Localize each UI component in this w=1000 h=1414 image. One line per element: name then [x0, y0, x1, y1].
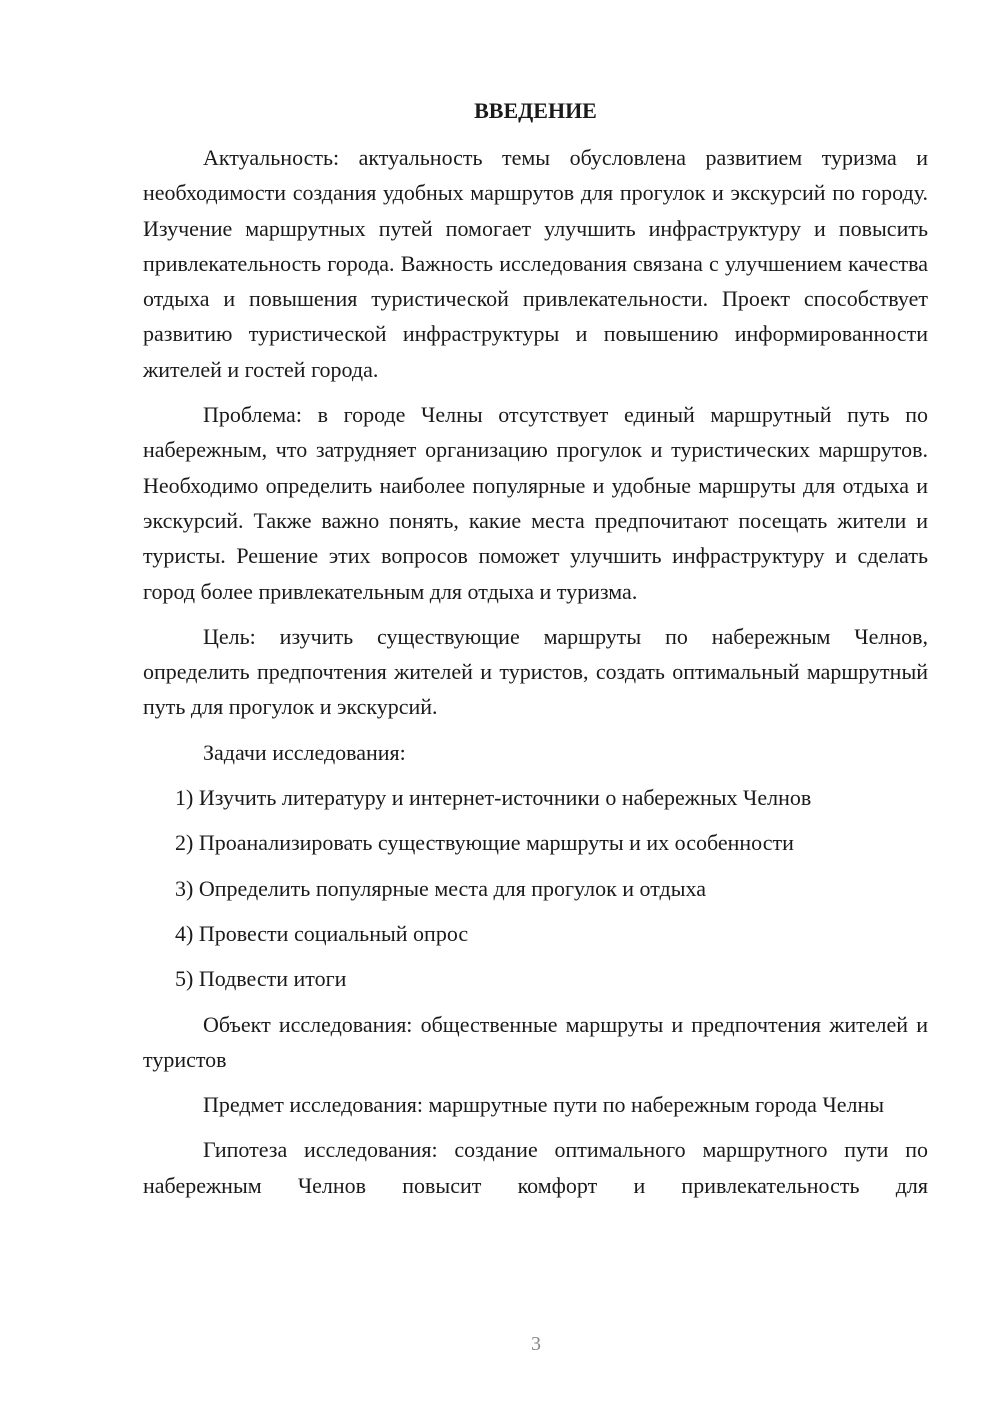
- paragraph-subject: Предмет исследования: маршрутные пути по набережным города Челны: [203, 1092, 885, 1118]
- page-number: 3: [531, 1333, 541, 1355]
- task-item: 5) Подвести итоги: [175, 966, 347, 992]
- tasks-heading: Задачи исследования:: [203, 739, 406, 765]
- task-item: 4) Провести социальный опрос: [175, 920, 469, 946]
- section-title: ВВЕДЕНИЕ: [474, 98, 597, 123]
- paragraph-object: Объект исследования: общественные маршруты и предпочтения жителей и туристов: [143, 1011, 928, 1072]
- document-page: [143, 96, 928, 1213]
- task-item: 3) Определить популярные места для прогулок и отдыха: [175, 875, 707, 901]
- paragraph-hypothesis: Гипотеза исследования: создание оптимального маршрутного пути по набережным Челнов повысит комфорт и привлекательность для: [143, 1137, 928, 1198]
- tasks-list: [143, 780, 928, 996]
- paragraph-relevance: Актуальность: актуальность темы обусловлена развитием туризма и необходимости создания удобных маршрутов для прогулок и экскурсий по городу. Изучение маршрутных путей помогает улучшить инфраструктуру и повысить привлекательность города. Важность исследования связана с улучшением качества отдыха и повышения туристической привлекательности. Проект способствует развитию туристической инфраструктуры и повышению информированности жителей и гостей города.: [143, 145, 928, 382]
- paragraph-problem: Проблема: в городе Челны отсутствует единый маршрутный путь по набережным, что затрудняет организацию прогулок и туристических маршрутов. Необходимо определить наиболее популярные и удобные маршруты для отдыха и экскурсий. Также важно понять, какие места предпочитают посещать жители и туристы. Решение этих вопросов поможет улучшить инфраструктуру и сделать город более привлекательным для отдыха и туризма.: [143, 402, 928, 604]
- task-item: 2) Проанализировать существующие маршруты и их особенности: [175, 830, 794, 856]
- paragraph-goal: Цель: изучить существующие маршруты по набережным Челнов, определить предпочтения жителей и туристов, создать оптимальный маршрутный путь для прогулок и экскурсий.: [143, 623, 928, 720]
- task-item: 1) Изучить литературу и интернет-источники о набережных Челнов: [175, 785, 812, 811]
